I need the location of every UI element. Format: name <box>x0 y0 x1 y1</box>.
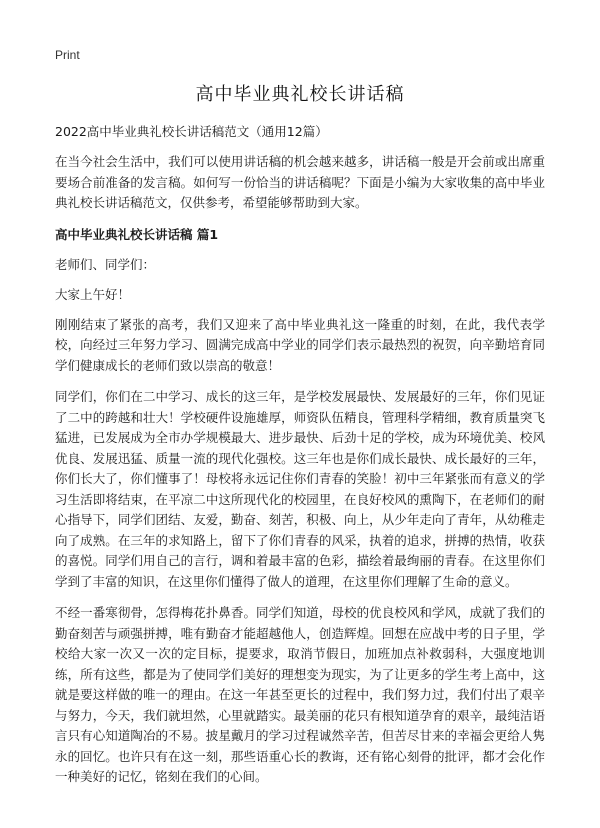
document-title: 高中毕业典礼校长讲话稿 <box>195 84 405 105</box>
body-paragraph-3: 不经一番寒彻骨，怎得梅花扑鼻香。同学们知道，母校的优良校风和学风，成就了我们的勤奋刻苦与顽强拼搏，唯有勤奋才能超越他人，创造辉煌。回想在应战中考的日子里，学校给大家一次又一次的定目标，提要求，取消节假日，加班加点补救弱科，大强度地训练，所有这些，都是为了使同学们美好的理想变为现实，为了让更多的学生考上高中，这就是要这样做的唯一的理由。在这一年甚至更长的过程中，我们努力过，我们付出了艰辛与努力，今天，我们就坦然，心里就踏实。最美丽的花只有根知道孕育的艰辛，最纯洁语言只有心知道陶冶的不易。披星戴月的学习过程诚然辛苦，但苦尽甘来的幸福会更给人隽永的回忆。也许只有在这一刻，那些语重心长的教诲，还有铭心刻骨的批评，都才会化作一种美好的记忆，铭刻在我们的心间。 <box>55 605 545 784</box>
body-paragraph-2: 同学们，你们在二中学习、成长的这三年，是学校发展最快、发展最好的三年，你们见证了二中的跨越和壮大！学校硬件设施雄厚，师资队伍精良，管理科学精细，教育质量突飞猛进，已发展成为全市办学规模最大、进步最快、后劲十足的学校，成为环境优美、校风优良、发展迅猛、质量一流的现代化强校。这三年也是你们成长最快、成长最好的三年，你们长大了，你们懂事了！母校将永远记住你们青春的笑脸！初中三年紧张而有意义的学习生活即将结束，在平凉二中这所现代化的校园里，在良好校风的熏陶下，在老师们的耐心指导下，同学们团结、友爱，勤奋、刻苦，积极、向上，从少年走向了青年，从幼稚走向了成熟。在三年的求知路上，留下了你们青春的风采，执着的追求，拼搏的热情，收获的喜悦。同学们用自己的言行，调和着最丰富的色彩，描绘着最绚丽的青春。在这里你们学到了丰富的知识，在这里你们懂得了做人的道理，在这里你们理解了生命的意义。 <box>55 389 545 589</box>
document-body <box>55 122 545 799</box>
intro-paragraph: 在当今社会生活中，我们可以使用讲话稿的机会越来越多，讲话稿一般是开会前或出席重要场合前准备的发言稿。如何写一份恰当的讲话稿呢？下面是小编为大家收集的高中毕业典礼校长讲话稿范文，仅供参考，希望能够帮助到大家。 <box>55 154 545 210</box>
greeting-line-2: 大家上午好！ <box>55 286 131 302</box>
document-subtitle: 2022高中毕业典礼校长讲话稿范文（通用12篇） <box>55 124 328 139</box>
print-link[interactable]: Print <box>55 48 80 62</box>
greeting-line-1: 老师们、同学们： <box>55 256 156 272</box>
body-paragraph-1: 刚刚结束了紧张的高考，我们又迎来了高中毕业典礼这一隆重的时刻，在此，我代表学校，向经过三年努力学习、圆满完成高中学业的同学们表示最热烈的祝贺，向辛勤培育同学们健康成长的老师们致以崇高的敬意！ <box>55 316 545 373</box>
section-heading: 高中毕业典礼校长讲话稿 篇1 <box>55 226 219 242</box>
